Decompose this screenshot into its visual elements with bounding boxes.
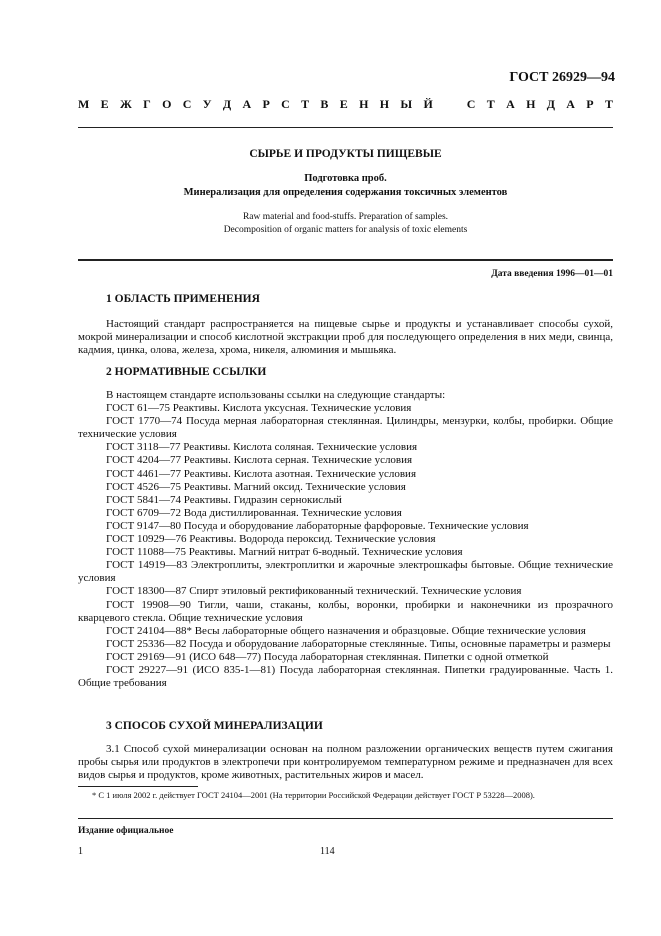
reference-item: ГОСТ 18300—87 Спирт этиловый ректификованный технический. Технические условия [106,585,522,598]
header-rule [78,127,613,128]
banner-letter: Ж [119,97,132,111]
banner-letter: А [242,97,252,111]
banner-letter: Д [546,97,555,111]
document-title: СЫРЬЕ И ПРОДУКТЫ ПИЩЕВЫЕ [249,148,442,160]
english-title-1: Raw material and food-stuffs. Preparation of samples. [242,212,449,222]
english-title-2: Decomposition of organic matters for analysis of toxic elements [223,225,468,235]
banner-letter: Е [339,97,348,111]
section-1-heading: 1 ОБЛАСТЬ ПРИМЕНЕНИЯ [106,293,260,305]
banner-letter: Р [262,97,270,111]
banner-letter: У [202,97,212,111]
copy-number: 1 [78,846,83,857]
banner-letter: Т [301,97,310,111]
section-1-body [78,318,613,357]
reference-item: ГОСТ 24104—88* Весы лабораторные общего назначения и образцовые. Общие технические условия [106,624,586,637]
reference-item: ГОСТ 11088—75 Реактивы. Магний нитрат 6-водный. Технические условия [106,546,463,559]
section-2-body [78,389,613,690]
reference-item: ГОСТ 3118—77 Реактивы. Кислота соляная. Технические условия [106,441,418,454]
page-number: 114 [320,846,335,857]
banner-letter: О [162,97,172,111]
banner-letter: Н [359,97,369,111]
gost-number: ГОСТ 26929—94 [509,70,615,85]
reference-item: ГОСТ 29169—91 (ИСО 648—77) Посуда лабораторная стеклянная. Пипетки с одной отметкой [106,650,549,663]
banner-letter: А [566,97,575,111]
reference-item: ГОСТ 61—75 Реактивы. Кислота уксусная. Технические условия [106,402,412,415]
banner-letter: Г [143,97,151,111]
footnote: * С 1 июля 2002 г. действует ГОСТ 24104—2001 (На территории Российской Федерации действует ГОСТ Р 53228—2008). [92,790,535,800]
banner-letter: Р [586,97,594,111]
document-subtitle-2: Минерализация для определения содержания токсичных элементов [183,187,508,198]
footnote-rule [78,786,198,787]
banner-letter: М [78,97,90,111]
official-edition-label: Издание официальное [78,826,174,836]
section-3-body [78,743,613,782]
reference-item: ГОСТ 19908—90 Тигли, чаши, стаканы, колбы, воронки, пробирки и наконечники из прозрачного кварцевого стекла. Общие технические условия [78,598,613,624]
banner-letter: В [320,97,329,111]
interstate-standard-banner [78,97,613,112]
references-list [78,402,613,690]
banner-letter: А [506,97,515,111]
banner-letter: Н [526,97,536,111]
reference-item: ГОСТ 4526—75 Реактивы. Магний оксид. Технические условия [106,480,406,493]
banner-letter: Й [423,97,433,111]
banner-letter: Н [379,97,390,111]
introduction-date: Дата введения 1996—01—01 [491,269,613,279]
section-1-text: Настоящий стандарт распространяется на пищевые сырье и продукты и устанавливает способы сухой, мокрой минерализации и способ кислотной экстракции проб для последующего определения в них меди, свинца, кадмия, цинка, олова, железа, хрома, никеля, алюминия и мышьяка. [78,318,613,357]
banner-letter: Т [486,97,495,111]
reference-item: ГОСТ 29227—91 (ИСО 835-1—81) Посуда лабораторная стеклянная. Пипетки градуированные. Часть 1. Общие требования [78,663,613,690]
reference-item: ГОСТ 4204—77 Реактивы. Кислота серная. Технические условия [106,454,413,467]
title-rule [78,259,613,261]
section-2-heading: 2 НОРМАТИВНЫЕ ССЫЛКИ [106,366,267,378]
reference-item: ГОСТ 14919—83 Электроплиты, электроплитки и жарочные электрошкафы бытовые. Общие технические условия [78,559,613,585]
reference-item: ГОСТ 5841—74 Реактивы. Гидразин сернокислый [106,493,342,506]
banner-letter: Е [100,97,109,111]
banner-letter: С [281,97,290,111]
section-3-text: 3.1 Способ сухой минерализации основан на полном разложении органических веществ путем сжигания пробы сырья или продуктов в электропечи при контролируемом температурном режиме и предназначен для всех видов сырья и продуктов, кроме животных, растительных жиров и масел. [78,743,613,782]
reference-item: ГОСТ 10929—76 Реактивы. Водорода пероксид. Технические условия [106,533,436,546]
reference-item: ГОСТ 9147—80 Посуда и оборудование лабораторные фарфоровые. Технические условия [106,519,529,532]
section-3-heading: 3 СПОСОБ СУХОЙ МИНЕРАЛИЗАЦИИ [106,720,323,732]
document-subtitle-1: Подготовка проб. [304,173,387,184]
footer-rule [78,818,613,819]
banner-letter: Т [604,97,613,111]
section-2-intro: В настоящем стандарте использованы ссылки на следующие стандарты: [106,389,446,401]
banner-letter: С [182,97,192,111]
reference-item: ГОСТ 25336—82 Посуда и оборудование лабораторные стеклянные. Типы, основные параметры и размеры [106,637,611,650]
reference-item: ГОСТ 1770—74 Посуда мерная лабораторная стеклянная. Цилиндры, мензурки, колбы, пробирки. Общие технические условия [78,415,613,441]
banner-letter: Ы [400,97,413,111]
banner-letter: С [466,97,476,111]
reference-item: ГОСТ 6709—72 Вода дистиллированная. Технические условия [106,506,402,519]
banner-letter: Д [222,97,232,111]
reference-item: ГОСТ 4461—77 Реактивы. Кислота азотная. Технические условия [106,467,417,480]
